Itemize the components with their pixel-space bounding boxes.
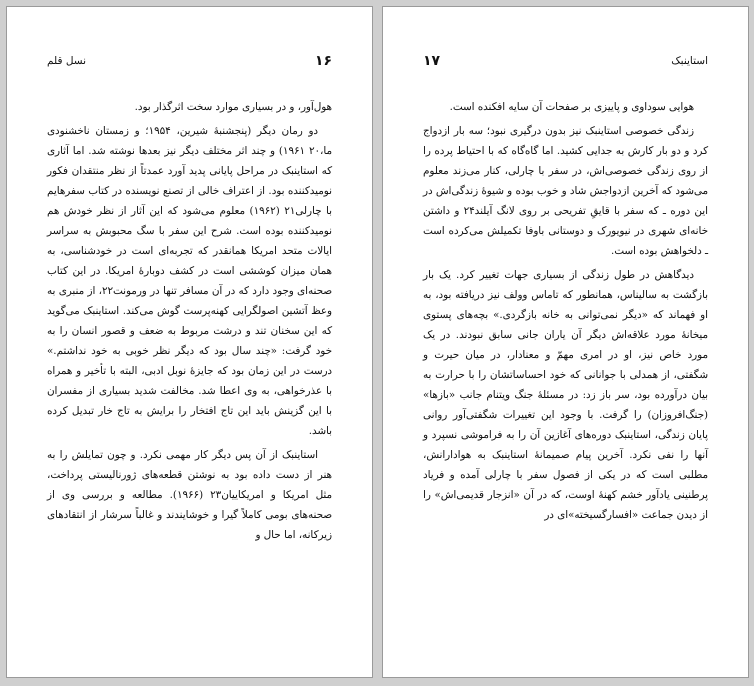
page-number: ۱۶ [314,53,332,69]
paragraph: دو رمان دیگر (پنجشنبهٔ شیرین، ۱۹۵۴؛ و زمستان ناخشنودی ما،۲۰ ۱۹۶۱) و چند اثر مختلف دیگر نیز بعدها نوشته شد. اما آثاری که استاینبک در مراحل پایانی پدید آورد عمدتاً از نظر منتقدان فکور نومیدکننده بود. از اعتراف خالی از تصنع نویسنده در کتاب سفرهایم با چارلی۲۱ (۱۹۶۲) معلوم می‌شود که این آثار از نظر خودش هم نومیدکننده بوده است. شرح این سفر با سگ محبوبش به سراسر ایالات متحد امریکا همانقدر که تجربه‌ای است در خودشناسی، به همان میزان کوششی است در کشف دوبارهٔ امریکا. در این کتاب صحنه‌ای وجود دارد که در آن مسافر تنها در ورمونت۲۲، از منبری به وعظ آتشین اصولگرایی کهنه‌پرست گوش می‌کند. استاینبک می‌گوید که این سخنان تند و درشت مربوط به ضعف و قصور انسان را به خود گرفت: «چند سال بود که دیگر نظر خوبی به خود نداشتم.» درست در این زمان بود که جایزهٔ نوبل ادبی، البته با تأخیر و همراه با عذرخواهی، به وی اعطا شد. مخالفت شدید بسیاری از مفسران با این گزینش باید این تاج افتخار را برایش به تاج خار تبدیل کرده باشد. [47,125,332,437]
paragraph: هوایی سوداوی و پاییزی بر صفحات آن سایه افکنده است. [449,101,694,113]
left-page [6,6,373,678]
left-page-body [47,97,332,549]
running-head: نسل قلم [47,55,87,67]
right-page-body [423,97,708,529]
right-page-header [423,51,708,71]
left-page-header [47,51,332,71]
running-head: استاینبک [671,55,708,67]
page-number: ۱۷ [423,53,441,69]
paragraph: زندگی خصوصی استاینبک نیز بدون درگیری نبود؛ سه بار ازدواج کرد و دو بار کارش به جدایی کشید. اما گاه‌گاه که با احتیاط پرده را از روی زندگی خصوصی‌اش، در سفر با چارلی، کنار می‌زند معلوم می‌شود که آخرین ازدواجش شاد و خوب بوده و شیوهٔ زندگی‌اش در این دوره ـ که سفر با قایقِ تفریحی بر روی لانگ آیلند۲۴ و داشتن خانه‌ای شهری در نیویورک و دوستانی باوفا تکمیلش می‌کرده است ـ دلخواهش بوده است. [423,125,708,257]
paragraph: استاینبک از آن پس دیگر کار مهمی نکرد. و چون تمایلش را به هنر از دست داده بود به نوشتن قطعه‌های ژورنالیستی پرداخت، مثل امریکا و امریکاییان۲۳ (۱۹۶۶). مطالعه و بررسی وی از صحنه‌های بومی کاملاً گیرا و خوشایندند و غالباً سرشار از انتقادهای زیرکانه، اما حال و [47,449,332,541]
right-page [382,6,749,678]
paragraph: هول‌آور، و در بسیاری موارد سخت اثرگذار بود. [134,101,332,113]
paragraph: دیدگاهش در طول زندگی از بسیاری جهات تغییر کرد. یک بار بازگشت به سالیناس، همانطور که تاماس وولف نیز دریافته بود، به او فهماند که «دیگر نمی‌توانی به خانه بازگردی.» بچه‌های پستوی میخانهٔ مورد علاقه‌اش دیگر آن یاران جانی سابق نبودند. در یک مورد خاص نیز، او در امری مهمّ و معنادار، در میان حیرت و شگفتی، از همدلی با جوانانی که خود احساساتشان را با حرارت به بیان درآورده بود، سر باز زد: در مسئلهٔ جنگ ویتنام جانب «بازها» (جنگ‌افروزان) را گرفت. با وجود این تغییرات شگفتی‌آور روانی پایان زندگی، استاینبک دوره‌های آغازین آن را به فراموشی نسپرد و آنها را نفی نکرد. آخرین پیام صمیمانهٔ استاینبک به هوادارانش، مطلبی است که در یکی از فصول سفر با چارلی آمده و فریاد پرطنینی یادآور خشم کهنهٔ اوست، که در آن «انزجار قدیمی‌اش» را از دیدن جماعت «افسارگسیخته»‌ای در [423,269,708,521]
